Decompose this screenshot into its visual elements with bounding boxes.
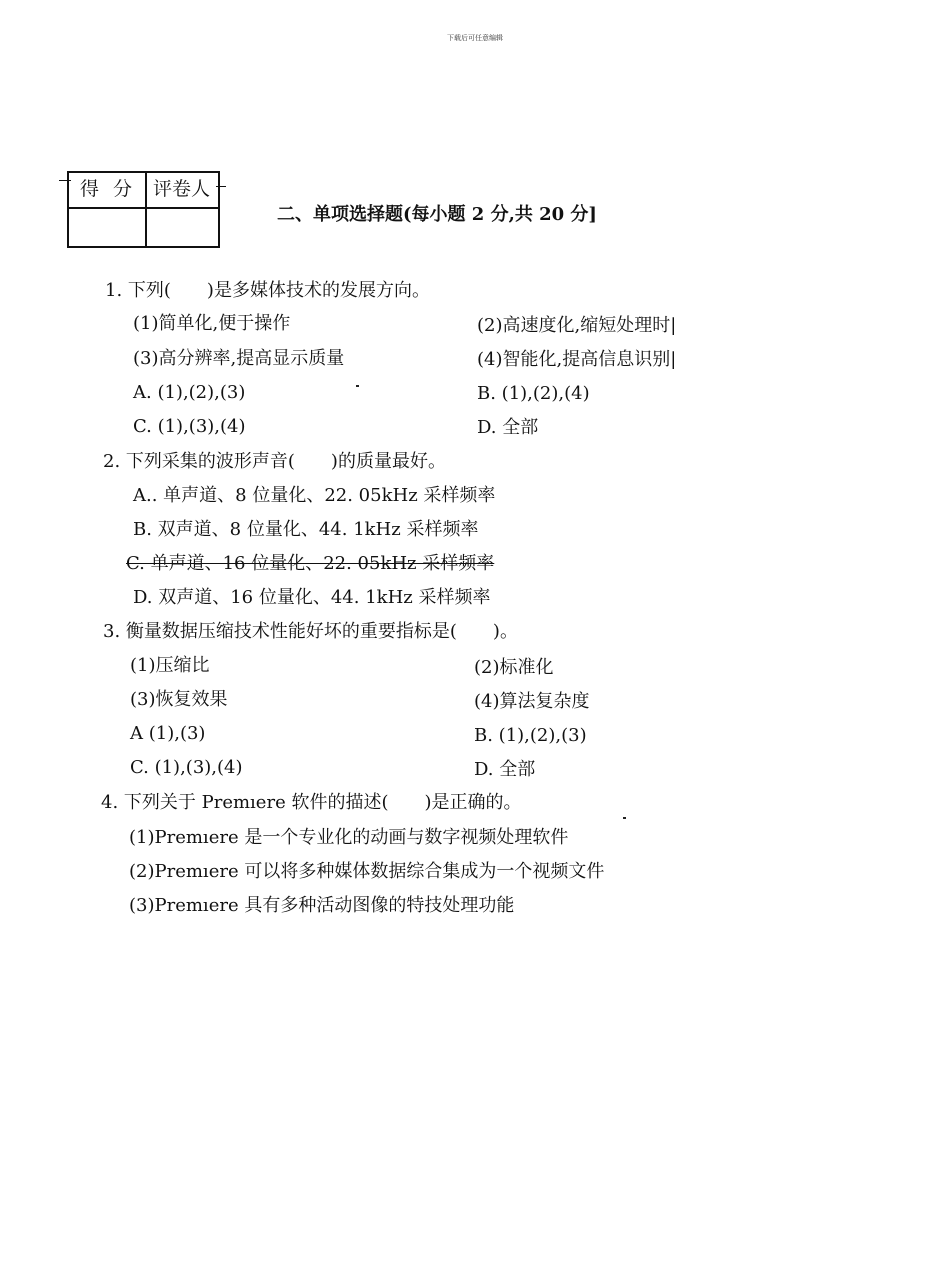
question-item: (1)简单化,便于操作 — [133, 313, 291, 334]
answer-option[interactable]: B. (1),(2),(3) — [474, 725, 587, 746]
question-item: (3)Premıere 具有多种活动图像的特技处理功能 — [129, 895, 515, 916]
answer-option[interactable]: B. 双声道、8 位量化、44. 1kHz 采样频率 — [133, 519, 479, 540]
question-item: (4)智能化,提高信息识别| — [477, 349, 677, 370]
question-item: (3)高分辨率,提高显示质量 — [133, 348, 345, 369]
grader-cell[interactable] — [147, 209, 220, 246]
answer-option[interactable]: D. 全部 — [477, 417, 539, 438]
question-item: (3)恢复效果 — [130, 689, 228, 710]
stray-mark — [356, 385, 359, 387]
question-item: (4)算法复杂度 — [474, 691, 590, 712]
answer-option[interactable]: A. (1),(2),(3) — [133, 382, 246, 403]
table-mark-left — [59, 180, 71, 181]
question-stem: 4. 下列关于 Premıere 软件的描述( )是正确的。 — [101, 792, 522, 813]
question-stem: 1. 下列( )是多媒体技术的发展方向。 — [105, 280, 430, 301]
question-item: (1)Premıere 是一个专业化的动画与数字视频处理软件 — [129, 827, 569, 848]
answer-option[interactable]: A.. 单声道、8 位量化、22. 05kHz 采样频率 — [133, 485, 496, 506]
grader-label: 评卷人 — [153, 178, 211, 200]
question-item: (2)高速度化,缩短处理时| — [477, 315, 677, 336]
table-mark-right — [216, 186, 226, 187]
answer-option[interactable]: A (1),(3) — [130, 723, 206, 744]
stray-mark — [623, 817, 626, 819]
section-title: 二、单项选择题(每小题 2 分,共 20 分] — [277, 204, 597, 225]
answer-option-crossed-out[interactable]: C. 单声道、16 位量化、22. 05kHz 采样频率 — [126, 553, 495, 574]
score-table — [67, 171, 220, 248]
question-item: (2)标准化 — [474, 657, 554, 678]
answer-option[interactable]: C. (1),(3),(4) — [130, 757, 243, 778]
header-note: 下载后可任意编辑 — [447, 34, 503, 42]
question-item: (1)压缩比 — [130, 655, 210, 676]
answer-option[interactable]: B. (1),(2),(4) — [477, 383, 590, 404]
question-stem: 2. 下列采集的波形声音( )的质量最好。 — [103, 451, 446, 472]
answer-option[interactable]: C. (1),(3),(4) — [133, 416, 246, 437]
answer-option[interactable]: D. 双声道、16 位量化、44. 1kHz 采样频率 — [133, 587, 491, 608]
question-item: (2)Premıere 可以将多种媒体数据综合集成为一个视频文件 — [129, 861, 605, 882]
score-cell[interactable] — [69, 209, 145, 246]
question-stem: 3. 衡量数据压缩技术性能好坏的重要指标是( )。 — [103, 621, 518, 642]
answer-option[interactable]: D. 全部 — [474, 759, 536, 780]
score-label: 得 分 — [80, 178, 137, 200]
